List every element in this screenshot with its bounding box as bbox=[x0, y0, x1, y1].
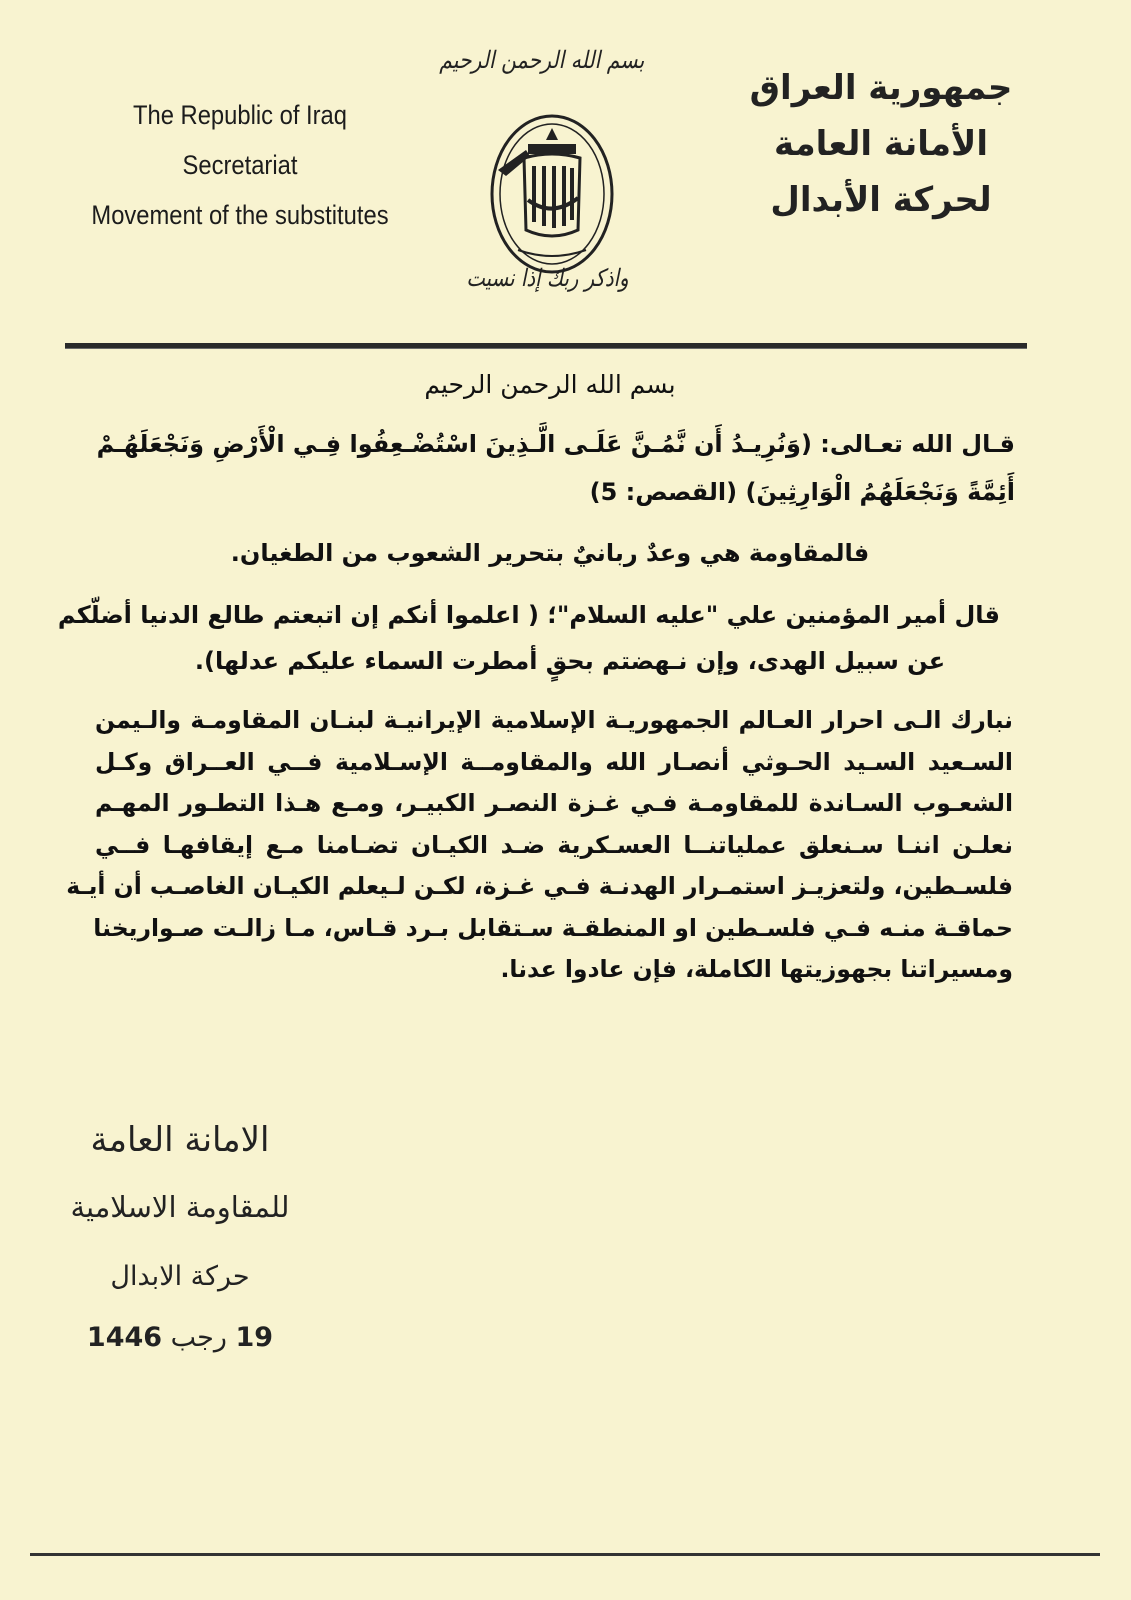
signature-date bbox=[40, 1312, 320, 1364]
paragraph-line-6: حماقـة منـه فـي فلسـطين او المنطقـة سـتقابل بـرد قـاس، مـا زالـت صـواريخنا bbox=[93, 913, 1013, 942]
header-divider bbox=[65, 343, 1027, 349]
paragraph-line-4: نعلـن اننـا سـنعلق عملياتنــا العسـكرية ضـد الكيـان تضـامنا مـع إيقافهـا فــي bbox=[95, 830, 1013, 859]
english-header-line-3: Movement of the substitutes bbox=[91, 200, 389, 230]
signature-line-2: للمقاومة الاسلامية bbox=[70, 1190, 290, 1224]
statement: فالمقاومة هي وعدٌ ربانيٌ بتحرير الشعوب من الطغيان. bbox=[230, 539, 870, 567]
imam-ali-quote bbox=[57, 592, 1000, 684]
paragraph-line-3: الشعـوب السـاندة للمقاومـة فـي غـزة النصـر الكبيـر، ومـع هـذا التطـور المهـم bbox=[95, 789, 1013, 817]
verse-line-1: قـال الله تعـالى: (وَنُرِيـدُ أَن نَّمُـنَّ عَلَـى الَّـذِينَ اسْتُضْـعِفُوا فِـي الْأَرْضِ وَنَجْعَلَهُـمْ bbox=[96, 430, 1015, 458]
bismillah: بسم الله الرحمن الرحيم bbox=[424, 370, 676, 399]
emblem-bottom-calligraphy: واذكر ربك إذا نسيت bbox=[466, 264, 629, 292]
emblem-top-calligraphy: بسم الله الرحمن الرحيم bbox=[439, 46, 645, 74]
verse-line-2: أَئِمَّةً وَنَجْعَلَهُمُ الْوَارِثِينَ) (القصص: 5) bbox=[589, 478, 1015, 506]
seal-emblem-icon bbox=[488, 110, 616, 275]
emblem bbox=[430, 35, 665, 305]
paragraph-line-5: فلسـطين، ولتعزيـز استمـرار الهدنـة فـي غـزة، لكـن لـيعلم الكيـان الغاصـب أن أيـة bbox=[66, 872, 1013, 900]
english-header-line-2: Secretariat bbox=[182, 150, 298, 180]
announcement-paragraph bbox=[66, 700, 1013, 991]
signature-line-3: حركة الابدال bbox=[110, 1261, 250, 1292]
quran-verse bbox=[95, 420, 1015, 516]
paragraph-line-2: السـعيد السـيد الحـوثي أنصـار الله والمقاومــة الإسـلامية فــي العــراق وكـل bbox=[95, 747, 1013, 776]
arabic-header bbox=[731, 60, 1031, 228]
english-header-line-1: The Republic of Iraq bbox=[133, 100, 347, 130]
signature-block bbox=[40, 1108, 320, 1364]
arabic-header-line-1: جمهورية العراق bbox=[749, 68, 1013, 108]
arabic-header-line-3: لحركة الأبدال bbox=[770, 180, 992, 220]
footer-divider bbox=[30, 1553, 1100, 1556]
signature-line-1: الامانة العامة bbox=[90, 1120, 270, 1160]
english-header bbox=[82, 90, 399, 240]
date-year: 1446 bbox=[86, 1322, 163, 1353]
quote-line-1: قال أمير المؤمنين علي "عليه السلام"؛ ( اعلموا أنكم إن اتبعتم طالع الدنيا أضلّكم bbox=[57, 601, 1000, 629]
paragraph-line-1: نبارك الـى احرار العـالم الجمهوريـة الإسلامية الإيرانيـة لبنـان المقاومـة والـيمن bbox=[95, 706, 1013, 734]
quote-line-2: عن سبيل الهدى، وإن نـهضتم بحقٍ أمطرت السماء عليكم عدلها). bbox=[194, 647, 946, 675]
paragraph-line-7: ومسيراتنا بجهوزيتها الكاملة، فإن عادوا عدنا. bbox=[500, 955, 1013, 983]
date-month: رجب bbox=[170, 1322, 227, 1353]
date-day: 19 bbox=[235, 1322, 274, 1353]
arabic-header-line-2: الأمانة العامة bbox=[773, 124, 989, 164]
